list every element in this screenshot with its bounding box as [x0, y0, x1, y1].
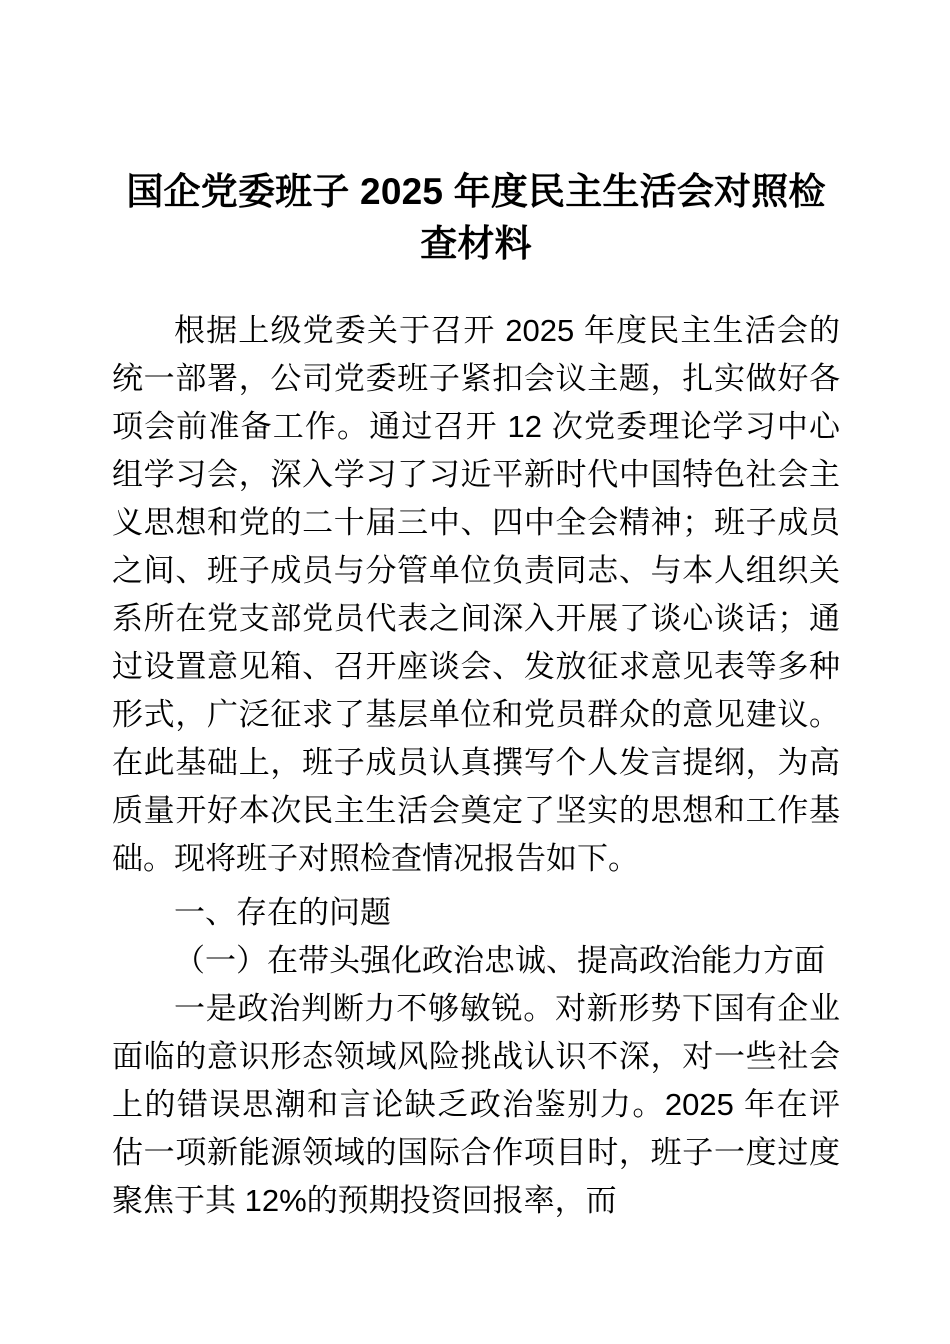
- item-paragraph-political-judgment: 一是政治判断力不够敏锐。对新形势下国有企业面临的意识形态领域风险挑战认识不深，对一些社会上的错误思潮和言论缺乏政治鉴别力。2025 年在评估一项新能源领域的国际合作项目时，班子一度过度聚焦于其 12%的预期投资回报率，而: [112, 991, 840, 1218]
- document-body: [112, 0, 840, 1225]
- preamble-paragraph: 根据上级党委关于召开 2025 年度民主生活会的统一部署，公司党委班子紧扣会议主题，扎实做好各项会前准备工作。通过召开 12 次党委理论学习中心组学习会，深入学习了习近平新时代中国特色社会主义思想和党的二十届三中、四中全会精神；班子成员之间、班子成员与分管单位负责同志、与本人组织关系所在党支部党员代表之间深入开展了谈心谈话；通过设置意见箱、召开座谈会、发放征求意见表等多种形式，广泛征求了基层单位和党员群众的意见建议。在此基础上，班子成员认真撰写个人发言提纲，为高质量开好本次民主生活会奠定了坚实的思想和工作基础。现将班子对照检查情况报告如下。: [112, 313, 840, 876]
- section-heading-existing-problems: 一、存在的问题: [174, 895, 391, 930]
- subsection-heading-political-loyalty: （一）在带头强化政治忠诚、提高政治能力方面: [174, 943, 825, 978]
- document-title: 国企党委班子 2025 年度民主生活会对照检查材料: [126, 171, 826, 264]
